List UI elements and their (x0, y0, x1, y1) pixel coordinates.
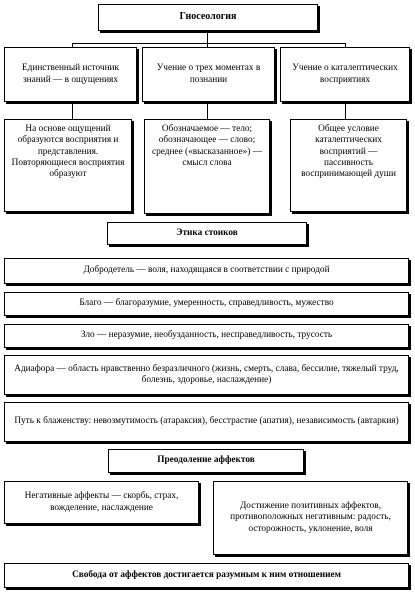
connector-col1-mid (72, 102, 73, 119)
column-2-head (142, 47, 275, 102)
ethics-item-evil (4, 324, 409, 348)
column-2-body (144, 119, 270, 214)
affects-title-box (108, 449, 304, 473)
ethics-item-good-text: Благо — благоразумие, умеренность, справедливость, мужество (79, 298, 334, 309)
root-title-box (98, 4, 318, 31)
column-2-body-text: Обозначаемое — тело; обозначающее — слово; среднее («высказанное») — смысл слова (151, 124, 263, 168)
affects-positive-box (213, 481, 408, 555)
ethics-item-evil-text: Зло — неразумие, необузданность, несправедливость, трусость (80, 330, 333, 341)
column-1-head (4, 47, 137, 102)
column-3-head (280, 47, 410, 102)
affects-negative-text: Негативные аффекты — скорбь, страх, вожделение, наслаждение (24, 491, 179, 513)
affects-negative-box (4, 481, 199, 524)
root-title: Гносеология (179, 11, 237, 23)
ethics-title-box (107, 222, 307, 245)
connector-col3-mid (345, 102, 346, 119)
column-3-body (290, 119, 407, 212)
ethics-item-virtue-text: Добродетель — воля, находящаяся в соответствии с природой (83, 265, 330, 276)
affects-footer-box (4, 563, 409, 588)
connector-col2-mid (207, 102, 208, 119)
connector-root-down (207, 31, 208, 43)
affects-title: Преодоление аффектов (157, 455, 255, 466)
column-1-head-text: Единственный источник знаний — в ощущениях (21, 63, 120, 85)
connector-top-horizontal (72, 43, 345, 44)
column-1-body-text: На основе ощущений образуются восприятия и представления. Повторяющиеся восприятия образуют (11, 124, 125, 180)
column-2-head-text: Учение о трех моментах в познании (156, 63, 261, 85)
ethics-item-virtue (4, 258, 409, 284)
column-3-body-text: Общее условие каталептических восприятий — пассивность воспринимающей души (301, 124, 396, 180)
ethics-item-adiaphora-text: Адиафора — область нравственно безразличного (жизнь, смерть, слава, бессилие, тяжелый труд, болезнь, здоровье, наслаждение) (14, 363, 399, 385)
ethics-item-good (4, 292, 409, 316)
affects-positive-text: Достижение позитивных аффектов, противоположных негативным: радость, осторожность, уклонение, воля (230, 501, 391, 534)
ethics-title: Этика стоиков (176, 227, 238, 238)
affects-footer-text: Свобода от аффектов достигается разумным к ним отношением (72, 569, 341, 580)
ethics-item-path-text: Путь к блаженству: невозмутимость (атараксия), бесстрастие (апатия), независимость (автаркия) (14, 416, 399, 427)
ethics-item-adiaphora (4, 355, 409, 395)
column-1-body (4, 119, 132, 212)
column-3-head-text: Учение о каталептических восприятиях (292, 63, 398, 85)
ethics-item-path (4, 402, 409, 442)
